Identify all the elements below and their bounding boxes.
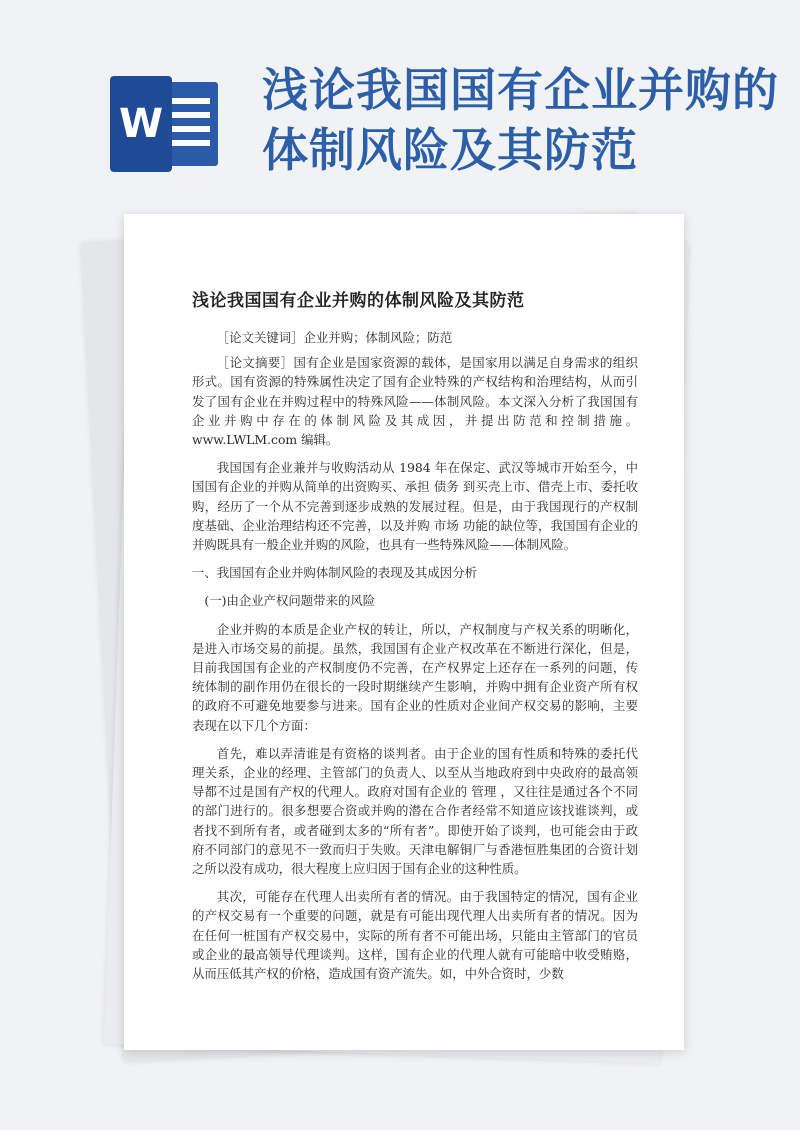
body-paragraph: 企业并购的本质是企业产权的转让，所以，产权制度与产权关系的明晰化，是进入市场交易的前提。虽然，我国国有企业产权改革在不断进行深化，但是，目前我国国有企业的产权制度仍不完善，在产权界定上还存在一系列的问题，传统体制的副作用仍在很长的一段时期继续产生影响，并购中拥有企业资产所有权的政府不可避免地要参与进来。国有企业的性质对企业间产权交易的影响，主要表现在以下几个方面： xyxy=(192,621,638,733)
document-title: 浅论我国国有企业并购的体制风险及其防范 xyxy=(192,291,525,311)
abstract-paragraph: ［论文摘要］国有企业是国家资源的载体，是国家用以满足自身需求的组织形式。国有资源的特殊属性决定了国有企业特殊的产权结构和治理结构，从而引发了国有企业在并购过程中的特殊风险——体制风险。本文深入分析了我国国有企业并购中存在的体制风险及其成因，并提出防范和控制措施。www.LWLM.com 编辑。 xyxy=(192,355,638,448)
word-icon-letter: W xyxy=(110,76,172,172)
body-paragraph: 我国国有企业兼并与收购活动从 1984 年在保定、武汉等城市开始至今，中国国有企业的并购从简单的出资购买、承担 债务 到买壳上市、借壳上市、委托收购，经历了一个从不完善到逐步成熟的发展过程。但是，由于我国现行的产权制度基础、企业治理结构还不完善，以及并购 市场 功能的缺位等，我国国有企业的并购既具有一般企业并购的风险，也具有一些特殊风险——体制风险。 xyxy=(192,460,638,553)
word-document-icon xyxy=(110,76,220,172)
banner-title: 浅论我国国有企业并购的体制风险及其防范 xyxy=(262,63,779,177)
document-page xyxy=(124,214,684,1050)
header-banner xyxy=(0,0,800,200)
subsection-heading: (一)由企业产权问题带来的风险 xyxy=(204,593,376,609)
keywords-paragraph: ［论文关键词］企业并购；体制风险；防范 xyxy=(216,330,453,345)
body-paragraph: 首先，难以弄清谁是有资格的谈判者。由于企业的国有性质和特殊的委托代理关系，企业的经理、主管部门的负责人、以至从当地政府到中央政府的最高领导都不过是国有产权的代理人。政府对国有企业的 管理 ，又往往是通过各个不同的部门进行的。很多想要合资或并购的潜在合作者经常不知道应该找谁谈判，或者找不到所有者，或者碰到太多的“所有者”。即使开始了谈判，也可能会由于政府不同部门的意见不一致而归于失败。天津电解铜厂与香港恒胜集团的合资计划之所以没有成功，很大程度上应归因于国有企业的这种性质。 xyxy=(192,745,638,877)
section-heading: 一、我国国有企业并购体制风险的表现及其成因分析 xyxy=(192,565,477,581)
document-body xyxy=(192,328,638,992)
body-paragraph: 其次，可能存在代理人出卖所有者的情况。由于我国特定的情况，国有企业的产权交易有一个重要的问题，就是有可能出现代理人出卖所有者的情况。因为在任何一桩国有产权交易中，实际的所有者不可能出场，只能由主管部门的官员或企业的最高领导代理谈判。这样，国有企业的代理人就有可能暗中收受贿赂，从而压低其产权的价格，造成国有资产流失。如，中外合资时，少数 xyxy=(192,889,638,982)
